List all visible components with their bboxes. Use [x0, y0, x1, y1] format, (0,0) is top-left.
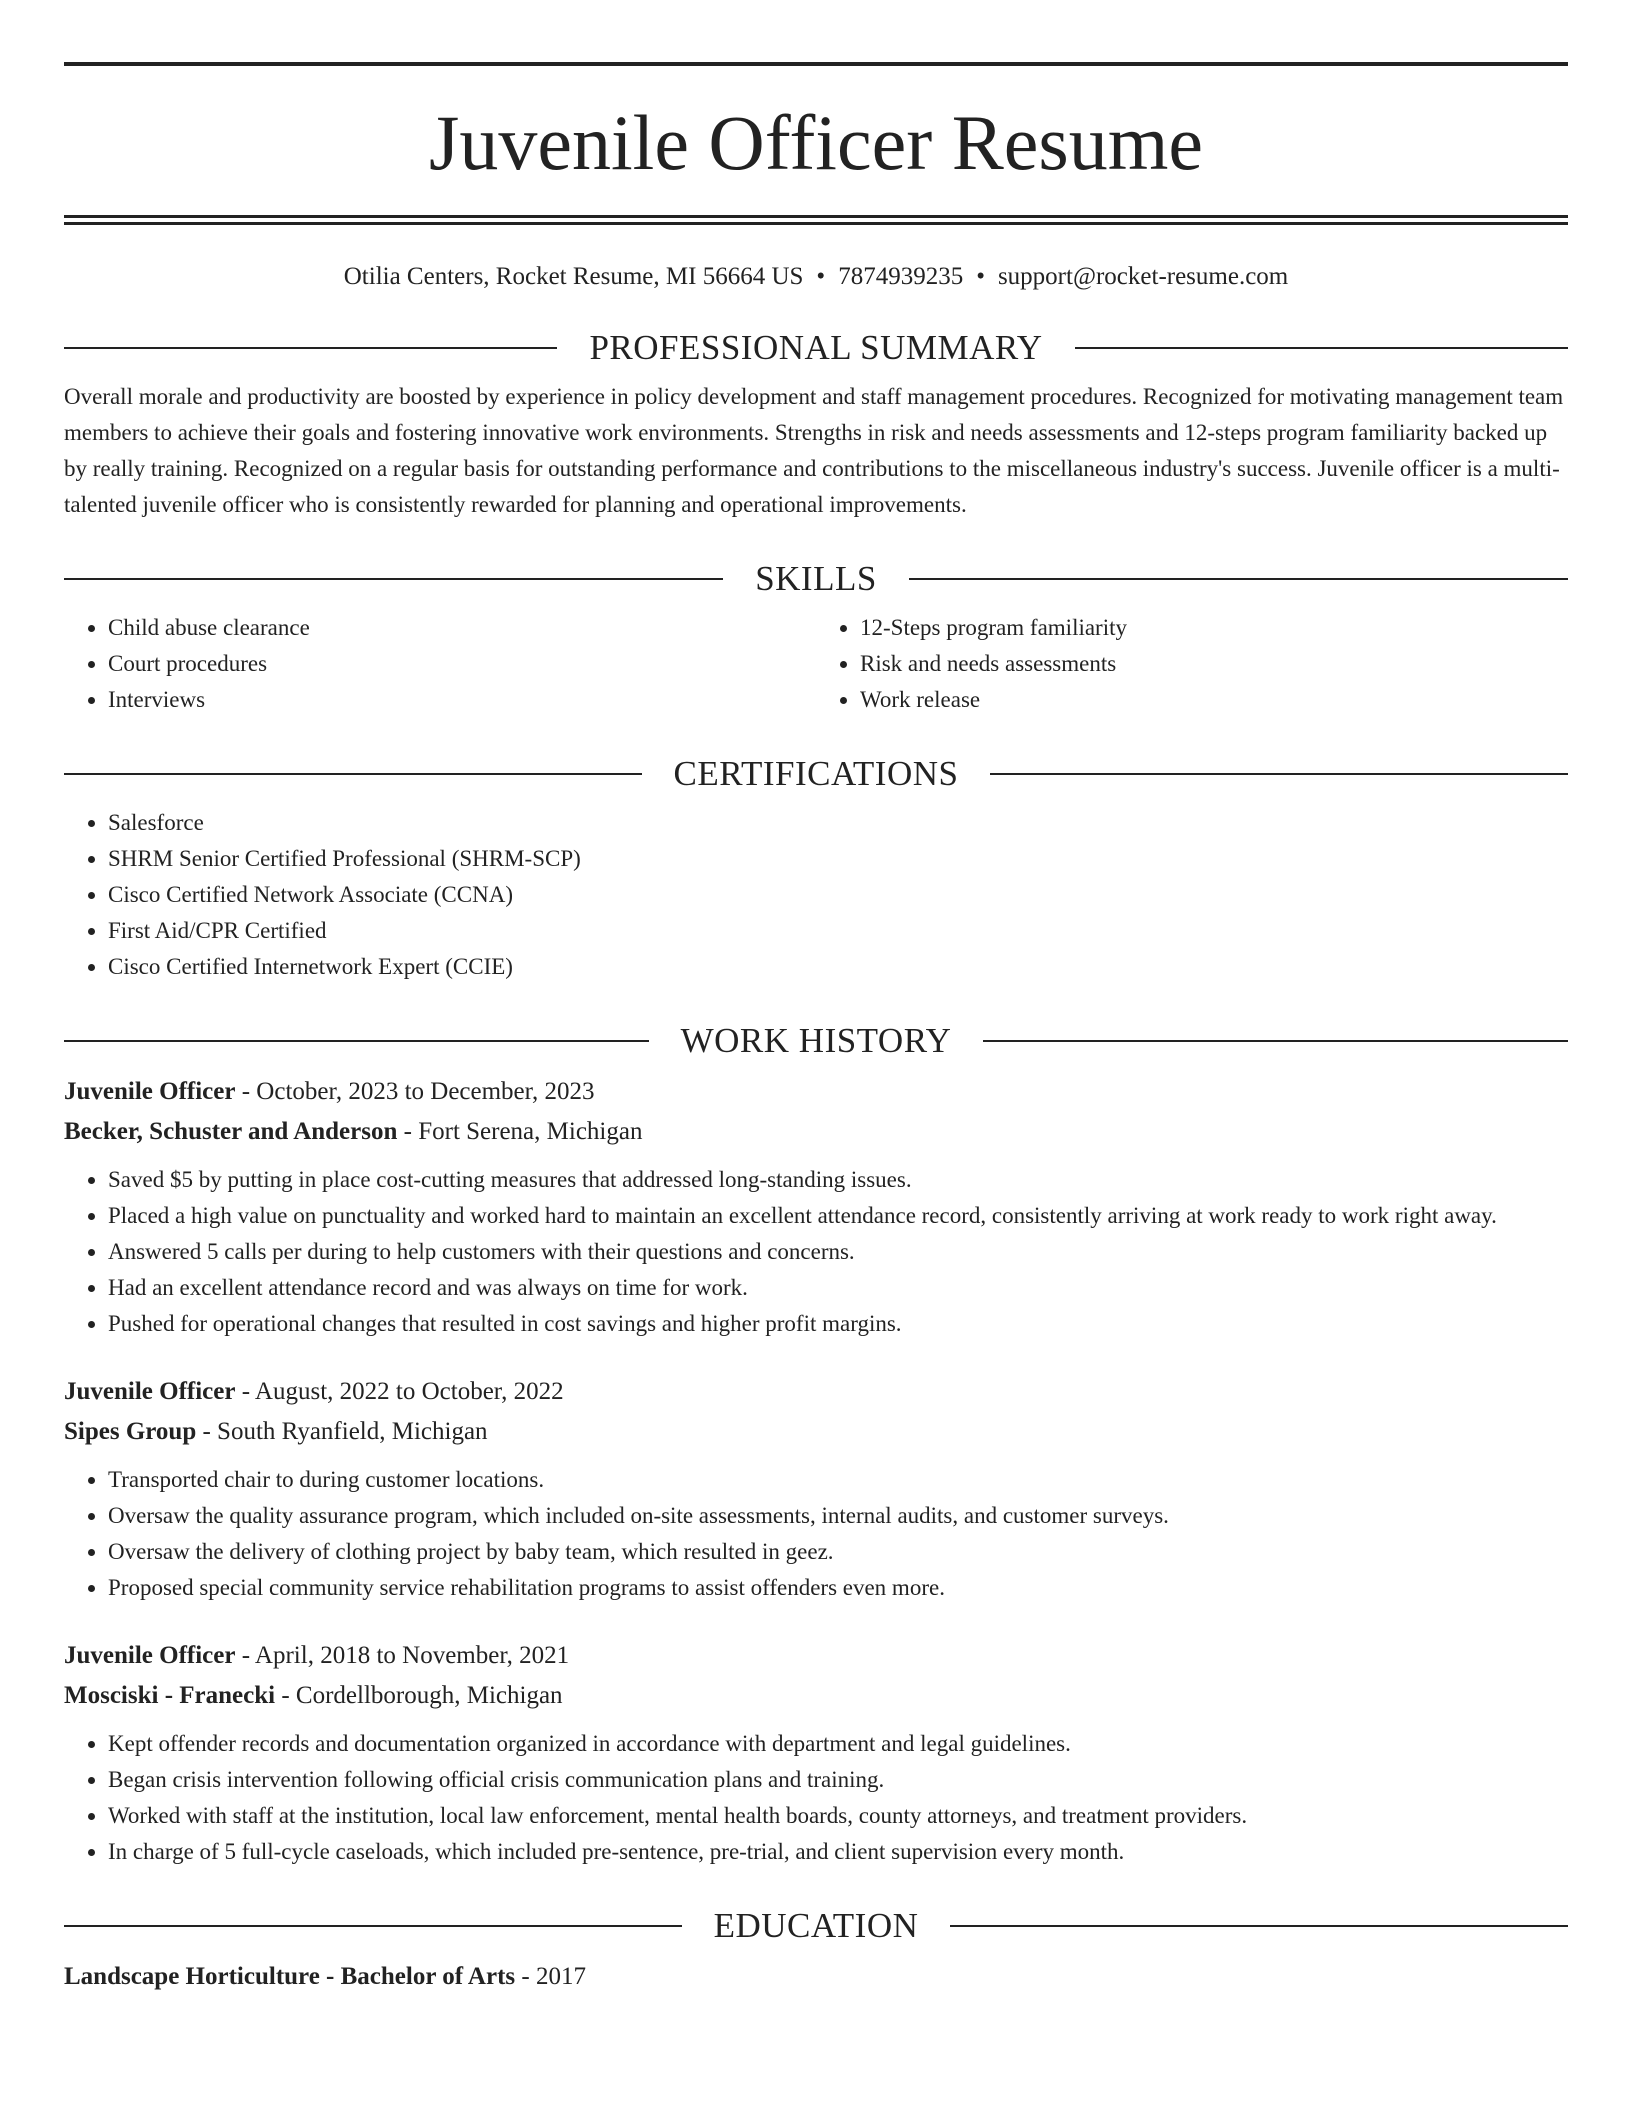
job-bullet: • In charge of 5 full-cycle caseloads, which included pre-sentence, pre-trial, and client supervision every month.	[108, 1834, 1568, 1870]
job-company: Becker, Schuster and Anderson	[64, 1118, 398, 1145]
job-dates: - August, 2022 to October, 2022	[241, 1378, 564, 1405]
section-title: EDUCATION	[713, 1906, 919, 1945]
section-divider	[64, 347, 557, 349]
section-header-education	[64, 1908, 1568, 1943]
section-divider	[64, 773, 642, 775]
section-title: WORK HISTORY	[680, 1021, 952, 1060]
job-location: - Cordellborough, Michigan	[281, 1682, 563, 1709]
section-title: CERTIFICATIONS	[673, 754, 959, 793]
certification-item: • Salesforce	[108, 805, 1568, 841]
certification-item: • First Aid/CPR Certified	[108, 913, 1568, 949]
certification-item: • Cisco Certified Network Associate (CCNA)	[108, 877, 1568, 913]
section-divider	[990, 773, 1568, 775]
job-bullets	[64, 1726, 1568, 1870]
job-company: Sipes Group	[64, 1418, 197, 1445]
section-divider	[983, 1040, 1568, 1042]
education-degree: Landscape Horticulture - Bachelor of Arts	[64, 1963, 516, 1990]
skills-column-right	[816, 610, 1568, 718]
job-dates: - October, 2023 to December, 2023	[241, 1078, 595, 1105]
job-entry	[64, 1072, 1568, 1342]
job-bullet: • Saved $5 by putting in place cost-cutting measures that addressed long-standing issues.	[108, 1162, 1568, 1198]
section-title: SKILLS	[755, 559, 877, 598]
certification-item: • SHRM Senior Certified Professional (SHRM-SCP)	[108, 841, 1568, 877]
job-title-line	[64, 1636, 1568, 1676]
skill-item: • Child abuse clearance	[108, 610, 816, 646]
skill-item: • Interviews	[108, 682, 816, 718]
section-header-skills	[64, 561, 1568, 596]
contact-email: support@rocket-resume.com	[997, 263, 1289, 290]
job-dates: - April, 2018 to November, 2021	[241, 1642, 570, 1669]
title-double-rule	[64, 215, 1568, 225]
job-bullet: • Proposed special community service rehabilitation programs to assist offenders even more.	[108, 1570, 1568, 1606]
job-title: Juvenile Officer	[64, 1378, 236, 1405]
job-bullet: • Transported chair to during customer locations.	[108, 1462, 1568, 1498]
contact-phone: 7874939235	[838, 263, 964, 290]
section-header-certifications	[64, 756, 1568, 791]
job-bullet: • Pushed for operational changes that resulted in cost savings and higher profit margins.	[108, 1306, 1568, 1342]
certification-item: • Cisco Certified Internetwork Expert (CCIE)	[108, 949, 1568, 985]
section-divider	[950, 1925, 1568, 1927]
skill-item: • Risk and needs assessments	[860, 646, 1568, 682]
job-company-line	[64, 1676, 1568, 1716]
contact-line	[64, 262, 1568, 292]
section-header-summary	[64, 330, 1568, 365]
job-title: Juvenile Officer	[64, 1642, 236, 1669]
contact-address: Otilia Centers, Rocket Resume, MI 56664 US	[343, 263, 804, 290]
job-bullet: • Had an excellent attendance record and was always on time for work.	[108, 1270, 1568, 1306]
skill-item: • 12-Steps program familiarity	[860, 610, 1568, 646]
job-bullet: • Worked with staff at the institution, local law enforcement, mental health boards, county attorneys, and treatment providers.	[108, 1798, 1568, 1834]
skill-item: • Work release	[860, 682, 1568, 718]
contact-separator: •	[816, 263, 826, 290]
job-bullet: • Oversaw the delivery of clothing project by baby team, which resulted in geez.	[108, 1534, 1568, 1570]
skill-item: • Court procedures	[108, 646, 816, 682]
job-entry	[64, 1636, 1568, 1870]
resume-title: Juvenile Officer Resume	[429, 99, 1203, 186]
job-bullet: • Oversaw the quality assurance program, which included on-site assessments, internal audits, and customer surveys.	[108, 1498, 1568, 1534]
job-title: Juvenile Officer	[64, 1078, 236, 1105]
job-bullet: • Began crisis intervention following official crisis communication plans and training.	[108, 1762, 1568, 1798]
certifications-list	[64, 805, 1568, 985]
job-company-line	[64, 1412, 1568, 1452]
education-year: - 2017	[521, 1963, 586, 1990]
job-location: - South Ryanfield, Michigan	[202, 1418, 488, 1445]
job-bullet: • Answered 5 calls per during to help customers with their questions and concerns.	[108, 1234, 1568, 1270]
education-entry	[64, 1957, 1568, 1997]
section-divider	[1075, 347, 1568, 349]
job-company: Mosciski - Franecki	[64, 1682, 276, 1709]
top-rule	[64, 62, 1568, 66]
job-company-line	[64, 1112, 1568, 1152]
summary-text: Overall morale and productivity are boosted by experience in policy development and staff management procedures. Recognized for motivating management team members to achieve their goals and fostering innovative work environments. Strengths in risk and needs assessments and 12-steps program familiarity backed up by really training. Recognized on a regular basis for outstanding performance and contributions to the miscellaneous industry's success. Juvenile officer is a multi-talented juvenile officer who is consistently rewarded for planning and operational improvements.	[64, 384, 1564, 517]
section-divider	[64, 1925, 682, 1927]
section-title: PROFESSIONAL SUMMARY	[589, 328, 1043, 367]
contact-separator: •	[976, 263, 985, 290]
job-bullet: • Placed a high value on punctuality and worked hard to maintain an excellent attendance record, consistently arriving at work ready to work right away.	[108, 1198, 1568, 1234]
job-location: - Fort Serena, Michigan	[403, 1118, 643, 1145]
section-divider	[909, 578, 1568, 580]
section-header-work-history	[64, 1023, 1568, 1058]
job-title-line	[64, 1372, 1568, 1412]
skills-list	[64, 610, 1568, 718]
section-divider	[64, 1040, 649, 1042]
job-entry	[64, 1372, 1568, 1606]
job-bullets	[64, 1162, 1568, 1342]
skills-column-left	[64, 610, 816, 718]
section-divider	[64, 578, 723, 580]
job-bullet: • Kept offender records and documentation organized in accordance with department and legal guidelines.	[108, 1726, 1568, 1762]
job-bullets	[64, 1462, 1568, 1606]
job-title-line	[64, 1072, 1568, 1112]
